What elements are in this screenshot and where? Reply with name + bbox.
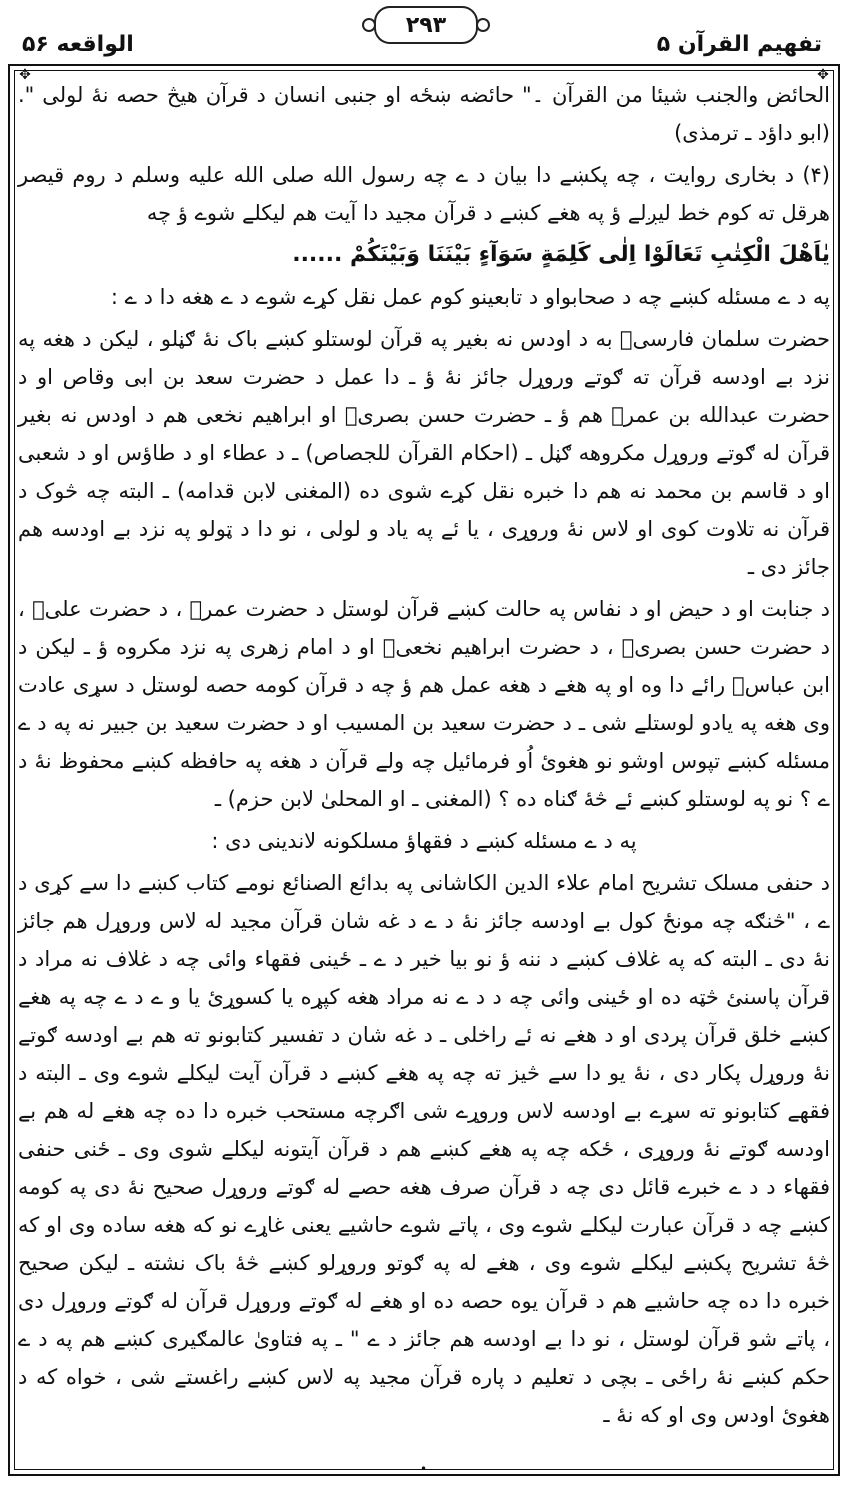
paragraph: حضرت سلمان فارسیؓ به د اودس نه بغیر په قرآن لوستلو کښے باک نهٔ ګڼلو ، لیکن د هغه په نزد بے اودسه قرآن ته ګوتے وروړل جائز نهٔ ؤ ـ دا عمل د حضرت سعد بن ابی وقاص او د حضرت عبدالله بن عمرؓ هم ؤ ـ حضرت حسن بصریؒ او ابراهیم نخعی هم د اودس نه بغیر قرآن له ګوتے وروړل مکروهه ګڼل ـ (احکام القرآن للجصاص) ـ د عطاء او د طاؤس او د شعبی او د قاسم بن محمد نه هم دا خبره نقل کړے شوی ده (المغنی لابن قدامه) ـ البته چه څوک د قرآن نه تلاوت کوی او لاس نهٔ وروړی ، یا ئے په یاد و لولی ، نو دا د ټولو په نزد بے اودسه هم جائز دی ـ xyxy=(18,327,830,579)
page-header xyxy=(0,0,848,62)
footer-mark-icon: • xyxy=(420,1462,428,1476)
surah-reference: الواقعه ۵۶ xyxy=(22,32,134,57)
book-title: تفهیم القرآن ۵ xyxy=(656,32,822,57)
quran-verse: یٰاَهْلَ الْکِتٰبِ تَعَالَوْا اِلٰی کَلِمَةٍ سَوَآءٍ بَیْنَنَا وَبَیْنَکُمْ ...... xyxy=(292,242,830,267)
section-intro: په د ے مسئله کښے د فقهاؤ مسلکونه لاندینی دی : xyxy=(211,829,637,853)
main-text xyxy=(18,76,830,1466)
page-number: ۲۹۳ xyxy=(374,6,478,44)
paragraph: د جنابت او د حیض او د نفاس په حالت کښے قرآن لوستل د حضرت عمرؓ ، د حضرت علیؓ ، د حضرت حسن بصریؒ ، د حضرت ابراهیم نخعیؒ او د امام زهری په نزد مکروه ؤ ـ لیکن د ابن عباسؓ رائے دا وه او په هغے د هغه عمل هم ؤ چه د قرآن کومه حصه لوستل د سړی عادت وی هغه په یادو لوستلے شی ـ د حضرت سعید بن المسیب او د حضرت سعید بن جبیر نه په د ے مسئله کښے تپوس اوشو نو هغوئ اُو فرمائیل چه ولے قرآن د هغه په حافظه کښے محفوظ نهٔ د ے ؟ نو په لوستلو کښے ئے څهٔ ګناه ده ؟ (المغنی ـ او المحلیٰ لابن حزم) ـ xyxy=(18,597,830,811)
paragraph: په د ے مسئله کښے چه د صحابواو د تابعینو کوم عمل نقل کړے شوے د ے هغه دا د ے : xyxy=(110,285,830,309)
paragraph: الحائض والجنب شیئا من القرآن ۔" حائضه ښځه او جنبی انسان د قرآن هیڅ حصه نهٔ لولی ". (ابو داؤد ـ ترمذی) xyxy=(18,83,830,145)
corner-ornament-icon: ✥ xyxy=(817,67,829,83)
corner-ornament-icon: ✥ xyxy=(19,67,31,83)
paragraph: د حنفی مسلک تشریح امام علاء الدین الکاشانی په بدائع الصنائع نومے کتاب کښے دا سے کړی د ے ، "څنګه چه مونځ کول بے اودسه جائز نهٔ د ے د غه شان قرآن مجید له لاس وروړل هم جائز نهٔ دی ـ البته که په غلاف کښے د ننه ؤ نو بیا خیر د ے ـ ځینی فقهاء وائی چه د غلاف نه مراد د قرآن پاسنئ څټه ده او ځینی وائی چه د د ے نه مراد هغه کپړه یا کسوړئ یا و ے د ے چه په هغے کښے خلق قرآن پردی او د هغے نه ئے راخلی ـ د غه شان د تفسیر کتابونو ته هم بے اودسه ګوتے نهٔ وروړل پکار دی ، نهٔ یو دا سے څیز ته چه په هغے کښے د قرآن آیت لیکلے شوے وی ـ البته د فقهے کتابونو ته سړے بے اودسه لاس وروړے شی اګرچه مستحب خبره دا ده چه هغے له هم بے اودسه ګوتے نهٔ وروړی ، ځکه چه په هغے کښے هم د قرآن آیتونه لیکلے شوی وی ـ ځنی حنفی فقهاء د د ے خبرے قائل دی چه د قرآن صرف هغه حصے له ګوتے وروړل صحیح نهٔ دی په کومه کښے چه د قرآن عبارت لیکلے شوے وی ، پاتے شوے حاشیے یعنی غاړے نو که هغه ساده وی او که څهٔ تشریح پکښے لیکلے شوے وی ، هغے له په ګوتو وروړلو کښے څهٔ باک نشته ـ لیکن صحیح خبره دا ده چه حاشیے هم د قرآن یوه حصه ده او هغے له ګوتے وروړل قرآن له ګوتے وروړل دی ، پاتے شو قرآن لوستل ، نو دا بے اودسه هم جائز د ے " ـ په فتاویٰ عالمګیری کښے هم په د ے حکم کښے نهٔ راځی ـ بچی د تعلیم د پاره قرآن مجید په لاس کښے راغستے شی ، خواه که د هغوئ اودس وی او که نهٔ ـ xyxy=(18,871,830,1427)
paragraph: (۴) د بخاری روایت ، چه پکښے دا بیان د ے چه رسول الله صلی الله علیه وسلم د روم قیصر هرقل ته کوم خط لیږلے ؤ په هغے کښے د قرآن مجید دا آیت هم لیکلے شوے ؤ چه xyxy=(18,163,830,225)
